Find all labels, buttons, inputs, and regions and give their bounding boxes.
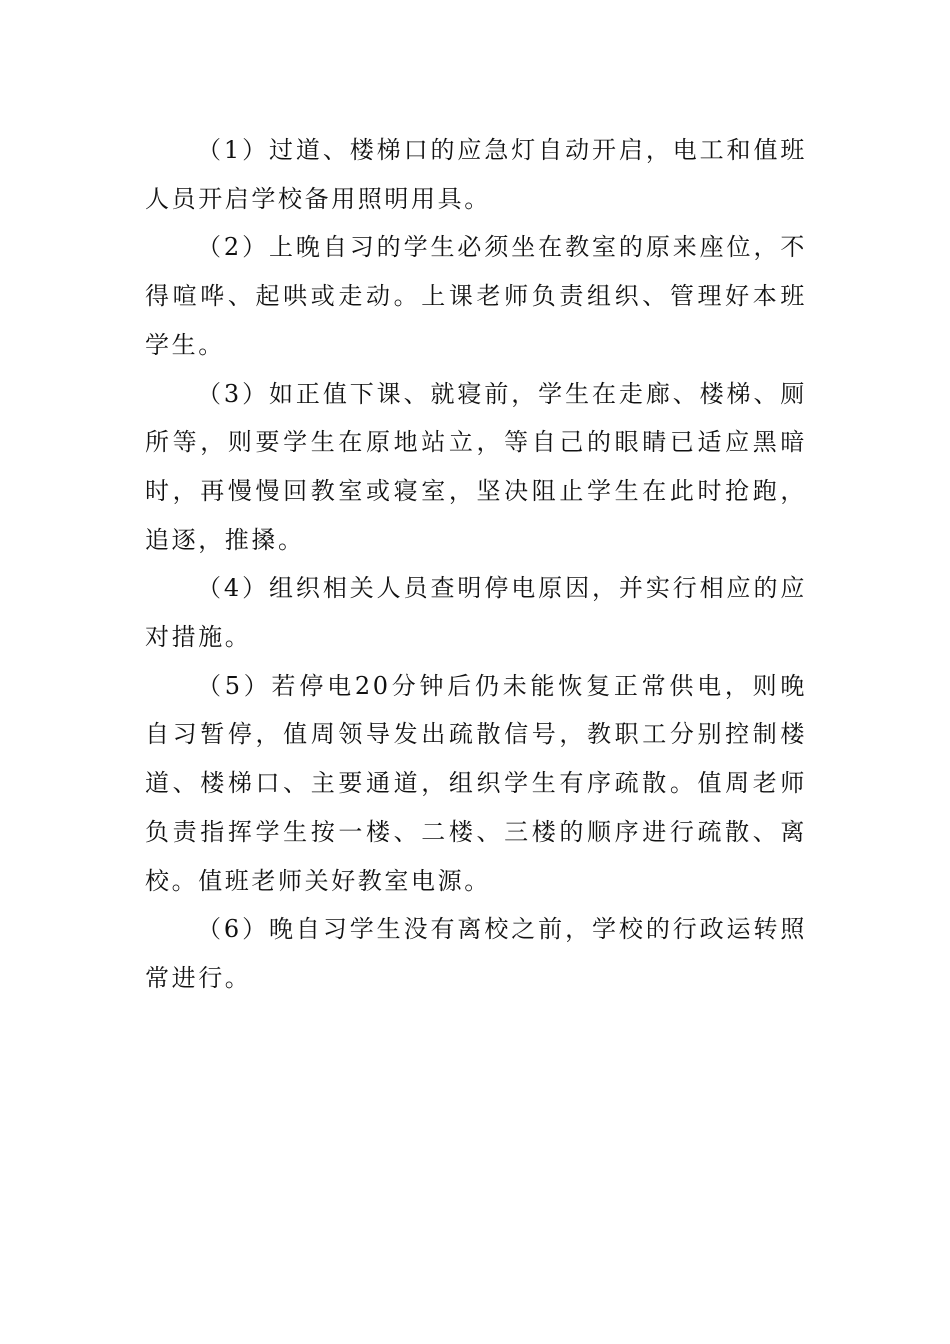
paragraph-2: （2）上晚自习的学生必须坐在教室的原来座位，不得喧哗、起哄或走动。上课老师负责组织、管理好本班学生。 [145, 233, 807, 359]
paragraph-4: （4）组织相关人员查明停电原因，并实行相应的应对措施。 [145, 574, 807, 652]
paragraph-6: （6）晚自习学生没有离校之前，学校的行政运转照常进行。 [145, 915, 807, 992]
paragraph-5: （5）若停电20分钟后仍未能恢复正常供电，则晚自习暂停，值周领导发出疏散信号，教职工分别控制楼道、楼梯口、主要通道，组织学生有序疏散。值周老师负责指挥学生按一楼、二楼、三楼的顺序进行疏散、离校。值班老师关好教室电源。 [145, 671, 807, 895]
paragraph-1: （1）过道、楼梯口的应急灯自动开启，电工和值班人员开启学校备用照明用具。 [145, 136, 807, 213]
document-body [145, 126, 807, 1003]
paragraph-3: （3）如正值下课、就寝前，学生在走廊、楼梯、厕所等，则要学生在原地站立，等自己的眼睛已适应黑暗时，再慢慢回教室或寝室，坚决阻止学生在此时抢跑，追逐，推搡。 [145, 379, 807, 554]
